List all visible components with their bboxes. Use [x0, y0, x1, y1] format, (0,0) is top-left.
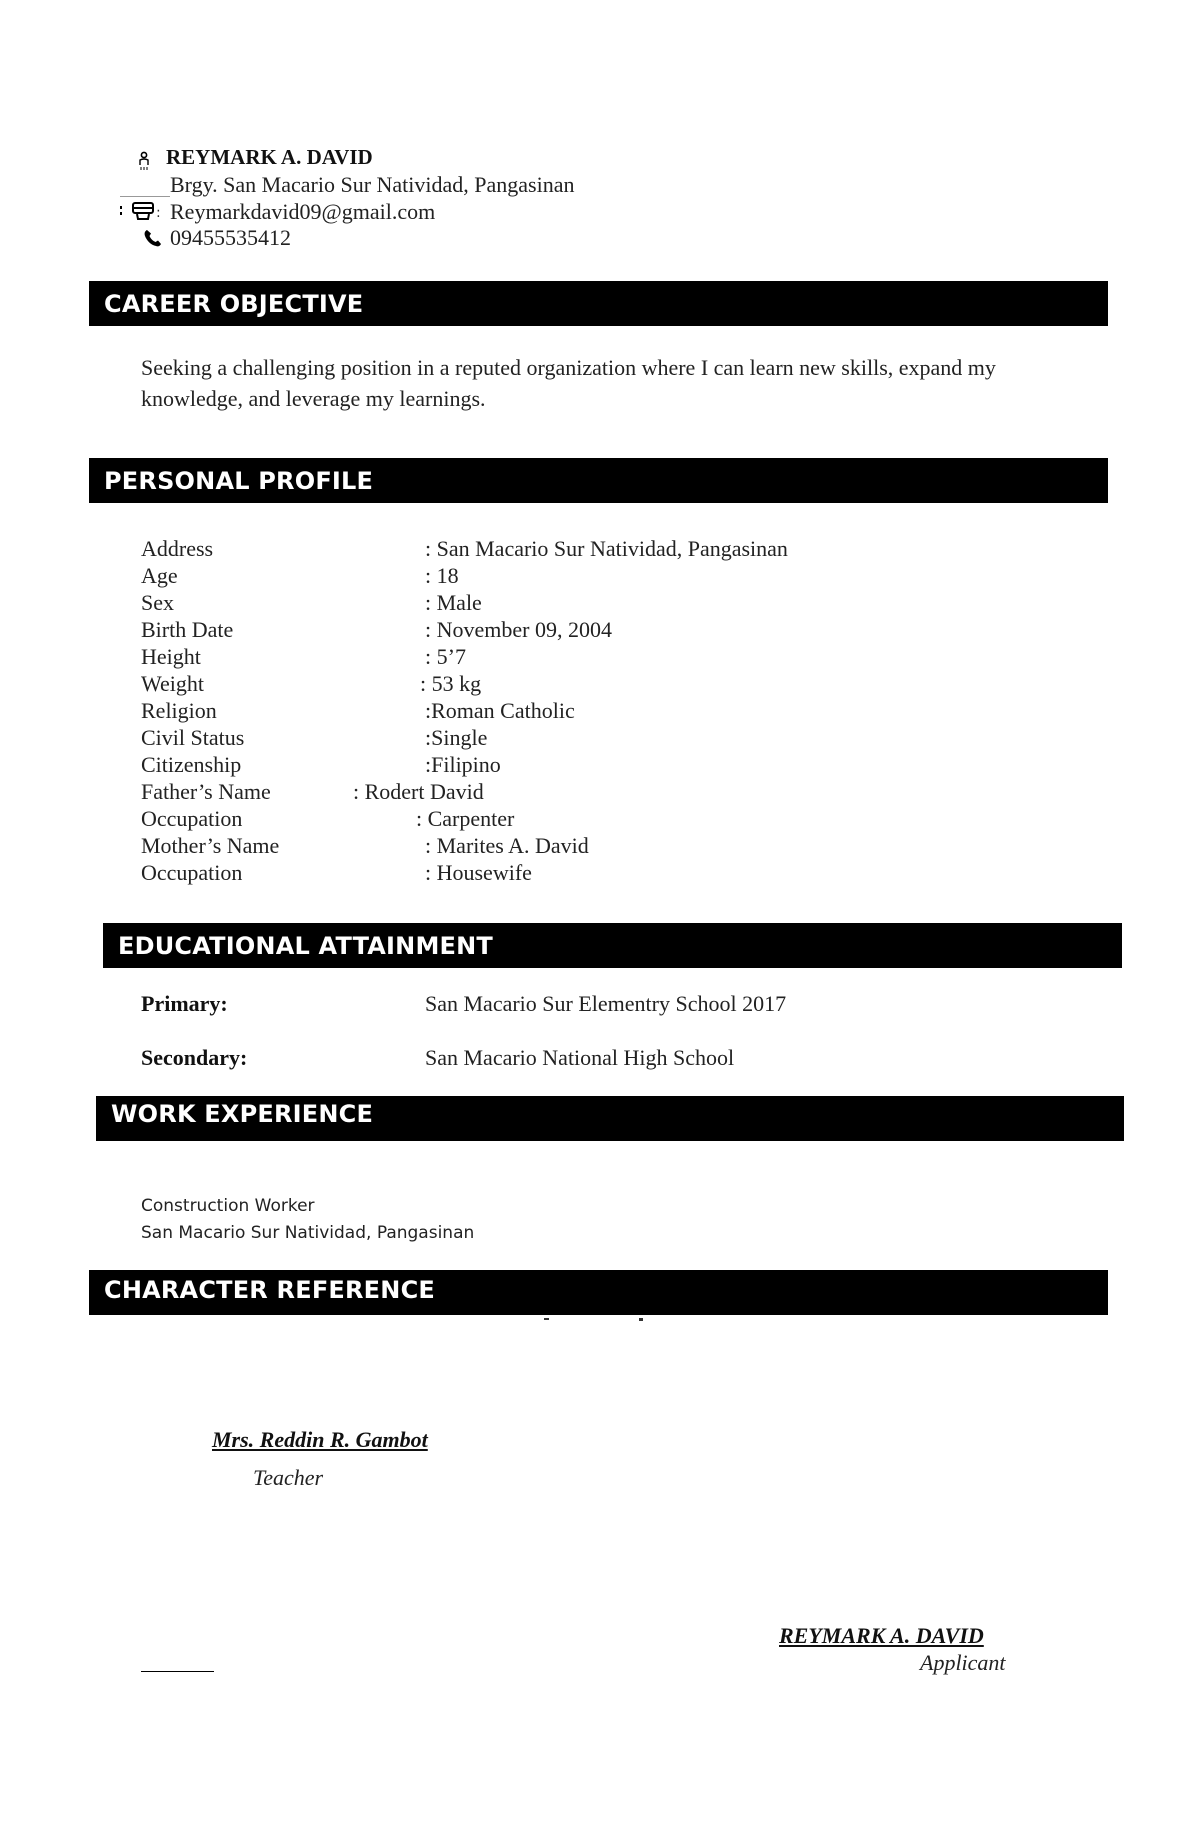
phone-icon — [143, 228, 163, 248]
stray-mark — [544, 1318, 549, 1320]
profile-label: Height — [141, 644, 201, 669]
profile-value: : Carpenter — [416, 806, 515, 831]
profile-label: Weight — [141, 671, 204, 696]
profile-value: : November 09, 2004 — [425, 617, 612, 642]
personal-profile-header: PERSONAL PROFILE — [89, 458, 1108, 503]
signature-name: REYMARK A. DAVID — [779, 1623, 984, 1648]
profile-value: : 5’7 — [425, 644, 466, 669]
profile-label: Occupation — [141, 860, 243, 885]
profile-value: :Filipino — [425, 752, 501, 777]
character-reference-header: CHARACTER REFERENCE — [89, 1270, 1108, 1315]
profile-label: Civil Status — [141, 725, 245, 750]
contact-address: Brgy. San Macario Sur Natividad, Pangasinan — [170, 172, 575, 197]
profile-label: Occupation — [141, 806, 243, 831]
profile-label: Religion — [141, 698, 217, 723]
profile-value: :Single — [425, 725, 488, 750]
profile-value: : Male — [425, 590, 482, 615]
profile-label: Birth Date — [141, 617, 234, 642]
profile-label: Sex — [141, 590, 174, 615]
profile-value: :Roman Catholic — [425, 698, 575, 723]
reference-name: Mrs. Reddin R. Gambot — [212, 1427, 428, 1452]
signature-line — [141, 1671, 214, 1672]
work-title: Construction Worker — [141, 1196, 315, 1216]
education-secondary-value: San Macario National High School — [425, 1045, 735, 1070]
profile-label: Mother’s Name — [141, 833, 280, 858]
profile-value: : 53 kg — [420, 671, 482, 696]
profile-label: Address — [141, 536, 214, 561]
profile-label: Father’s Name — [141, 779, 271, 804]
reference-role: Teacher — [253, 1465, 324, 1490]
contact-phone: 09455535412 — [170, 225, 291, 250]
person-icon — [138, 150, 152, 172]
address-underline — [120, 196, 170, 197]
profile-value: : 18 — [425, 563, 459, 588]
profile-value: : Housewife — [425, 860, 532, 885]
profile-label: Age — [141, 563, 178, 588]
stray-mark — [639, 1318, 643, 1321]
education-primary-label: Primary: — [141, 991, 228, 1016]
profile-value: : San Macario Sur Natividad, Pangasinan — [425, 536, 788, 561]
education-secondary-label: Secondary: — [141, 1045, 248, 1070]
profile-value: : Marites A. David — [425, 833, 589, 858]
work-experience-header: WORK EXPERIENCE — [96, 1096, 1124, 1141]
education-primary-value: San Macario Sur Elementry School 2017 — [425, 991, 787, 1016]
educational-attainment-header: EDUCATIONAL ATTAINMENT — [103, 923, 1122, 968]
contact-email[interactable]: Reymarkdavid09@gmail.com — [170, 199, 436, 224]
profile-label: Citizenship — [141, 752, 242, 777]
svg-text::: : — [156, 205, 161, 221]
email-icon — [118, 200, 164, 222]
career-objective-header: CAREER OBJECTIVE — [89, 281, 1108, 326]
objective-line-2: knowledge, and leverage my learnings. — [141, 386, 486, 411]
signature-role: Applicant — [920, 1650, 1006, 1675]
applicant-name: REYMARK A. DAVID — [166, 145, 373, 169]
objective-line-1: Seeking a challenging position in a reputed organization where I can learn new skills, expand my — [141, 355, 996, 380]
profile-value: : Rodert David — [353, 779, 484, 804]
work-location: San Macario Sur Natividad, Pangasinan — [141, 1223, 475, 1243]
